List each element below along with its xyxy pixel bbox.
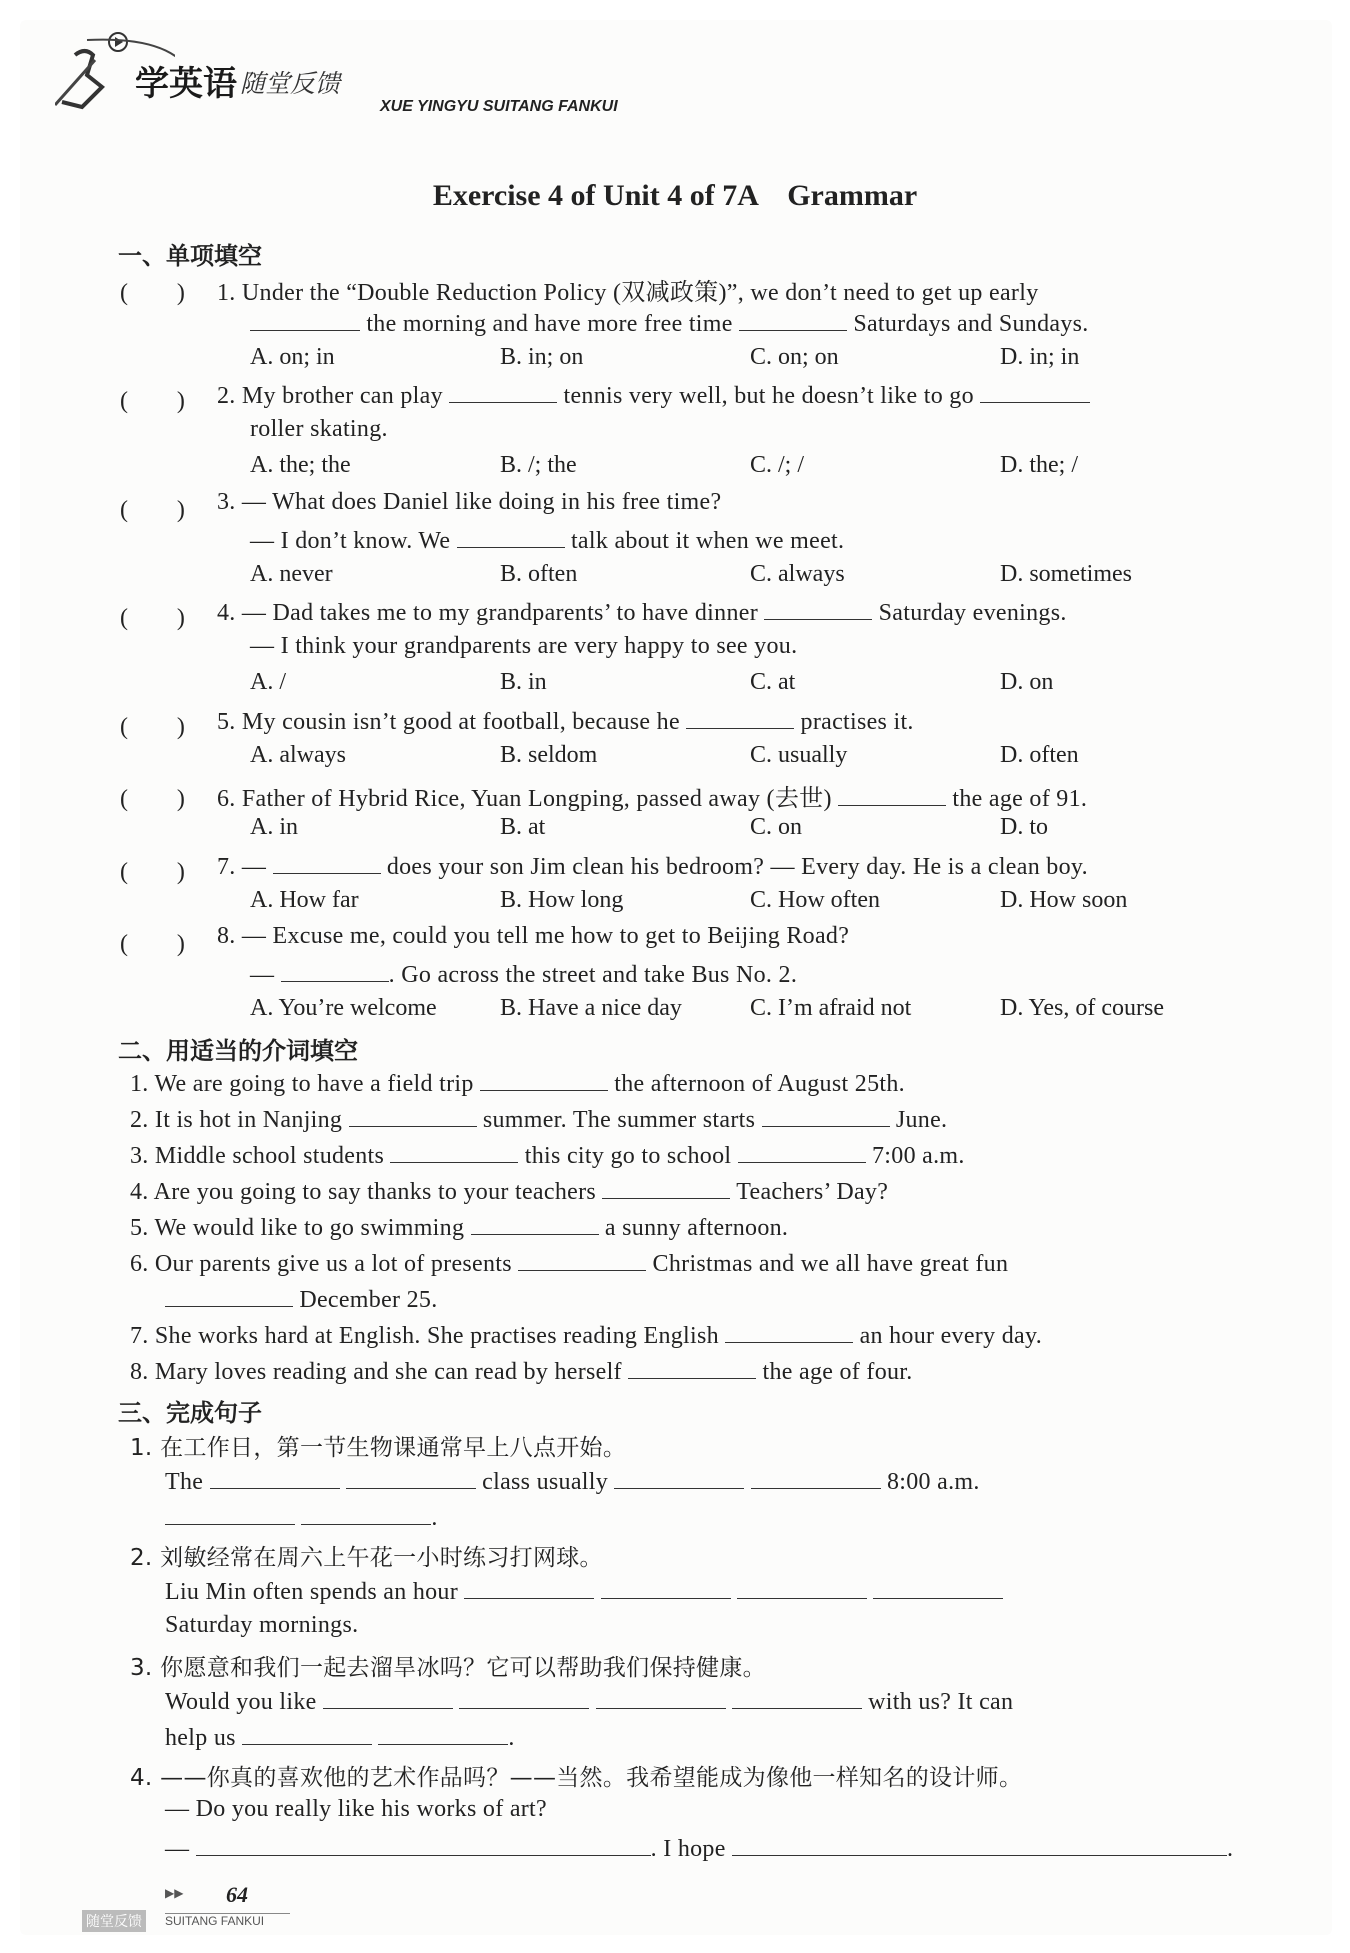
question-6: [217, 778, 1087, 813]
option-d[interactable]: D. Yes, of course: [1000, 995, 1164, 1021]
option-d[interactable]: D. How soon: [1000, 887, 1128, 913]
blank[interactable]: [449, 380, 557, 403]
q8-text: —: [250, 962, 275, 988]
blank[interactable]: [349, 1104, 477, 1127]
option-a[interactable]: A. never: [250, 561, 333, 587]
blank[interactable]: [281, 959, 389, 982]
blank[interactable]: [457, 525, 565, 548]
option-d[interactable]: D. often: [1000, 742, 1079, 768]
option-a[interactable]: A. /: [250, 669, 286, 695]
q1-text: the morning and have more free time: [366, 311, 733, 337]
sent-text: .: [508, 1725, 515, 1751]
q7-text: 7. —: [217, 854, 267, 880]
q2-text: 2. My brother can play: [217, 383, 443, 409]
blank[interactable]: [390, 1140, 518, 1163]
prep-text: December 25.: [299, 1287, 438, 1313]
q6-text: the age of 91.: [952, 786, 1088, 812]
sentence-1-chinese: 1. 在工作日，第一节生物课通常早上八点开始。: [130, 1435, 627, 1461]
sentence-3-chinese: 3. 你愿意和我们一起去溜旱冰吗？它可以帮助我们保持健康。: [130, 1655, 766, 1681]
q6-text: 6. Father of Hybrid Rice, Yuan Longping, passed away (去世): [217, 786, 832, 812]
option-b[interactable]: B. How long: [500, 887, 624, 913]
q3-text: talk about it when we meet.: [570, 528, 845, 554]
page-number: 64: [226, 1882, 248, 1907]
q8-text: . Go across the street and take Bus No. 2.: [388, 962, 798, 988]
sentence-1-english-line2: [165, 1502, 438, 1532]
option-a[interactable]: A. in: [250, 814, 298, 840]
sent-text: Liu Min often spends an hour: [165, 1579, 459, 1605]
section-heading-3: 三、完成句子: [118, 1399, 262, 1427]
prep-text: June.: [895, 1107, 948, 1133]
answer-paren: ( ): [120, 786, 186, 812]
prep-text: 7. She works hard at English. She practises reading English: [130, 1323, 719, 1349]
blank[interactable]: [732, 1686, 862, 1709]
option-d[interactable]: D. in; in: [1000, 344, 1080, 370]
option-b[interactable]: B. /; the: [500, 452, 577, 478]
sent-text: with us? It can: [868, 1689, 1014, 1715]
blank[interactable]: [762, 1104, 890, 1127]
sentence-3-english: [165, 1686, 1013, 1716]
option-c[interactable]: C. /; /: [750, 452, 805, 478]
section-heading-1: 一、单项填空: [118, 242, 262, 270]
prep-item-8: [130, 1356, 913, 1386]
answer-paren: ( ): [120, 497, 186, 523]
sent-text: —: [165, 1836, 190, 1862]
q4-text: 4. — Dad takes me to my grandparents’ to have dinner: [217, 600, 758, 626]
question-5: [217, 706, 914, 736]
question-8: 8. — Excuse me, could you tell me how to get to Beijing Road?: [217, 923, 850, 949]
blank[interactable]: [471, 1212, 599, 1235]
blank[interactable]: [751, 1466, 881, 1489]
prep-item-6: [130, 1248, 1008, 1278]
blank[interactable]: [196, 1833, 651, 1856]
answer-paren: ( ): [120, 605, 186, 631]
sentence-2-chinese: 2. 刘敏经常在周六上午花一小时练习打网球。: [130, 1545, 603, 1571]
question-3: 3. — What does Daniel like doing in his free time?: [217, 489, 722, 515]
blank[interactable]: [614, 1466, 744, 1489]
prep-text: Christmas and we all have great fun: [652, 1251, 1009, 1277]
sent-text: help us: [165, 1725, 236, 1751]
prep-text: Teachers’ Day?: [736, 1179, 889, 1205]
blank[interactable]: [980, 380, 1090, 403]
prep-text: 2. It is hot in Nanjing: [130, 1107, 343, 1133]
question-4-line2: — I think your grandparents are very happy to see you.: [250, 633, 798, 659]
sent-text: 8:00 a.m.: [886, 1469, 980, 1495]
option-b[interactable]: B. in; on: [500, 344, 584, 370]
blank[interactable]: [273, 851, 381, 874]
prep-text: an hour every day.: [859, 1323, 1042, 1349]
question-8-line2: [250, 959, 797, 989]
arrow-icon: ▶▶: [165, 1886, 184, 1900]
blank[interactable]: [165, 1502, 295, 1525]
option-a[interactable]: A. always: [250, 742, 346, 768]
option-c[interactable]: C. on: [750, 814, 803, 840]
answer-paren: ( ): [120, 388, 186, 414]
sent-text: class usually: [482, 1469, 609, 1495]
prep-item-1: [130, 1068, 905, 1098]
question-2-line2: roller skating.: [250, 416, 388, 442]
option-a[interactable]: A. on; in: [250, 344, 335, 370]
blank[interactable]: [346, 1466, 476, 1489]
question-3-line2: [250, 525, 844, 555]
prep-text: 7:00 a.m.: [872, 1143, 965, 1169]
exercise-title: Exercise 4 of Unit 4 of 7A Grammar: [432, 179, 918, 212]
option-c[interactable]: C. usually: [750, 742, 848, 768]
section-heading-2: 二、用适当的介词填空: [118, 1037, 358, 1065]
blank[interactable]: [838, 783, 946, 806]
sentence-4-english: — Do you really like his works of art?: [165, 1796, 547, 1822]
question-4: [217, 597, 1067, 627]
option-b[interactable]: B. seldom: [500, 742, 598, 768]
sentence-1-english: [165, 1466, 980, 1496]
prep-text: 5. We would like to go swimming: [130, 1215, 465, 1241]
blank[interactable]: [480, 1068, 608, 1091]
question-7: [217, 851, 1088, 881]
prep-text: 3. Middle school students: [130, 1143, 385, 1169]
option-c[interactable]: C. How often: [750, 887, 880, 913]
prep-text: the afternoon of August 25th.: [614, 1071, 905, 1097]
option-d[interactable]: D. the; /: [1000, 452, 1078, 478]
answer-paren: ( ): [120, 931, 186, 957]
prep-text: 8. Mary loves reading and she can read by herself: [130, 1359, 622, 1385]
answer-paren: ( ): [120, 280, 186, 306]
blank[interactable]: [378, 1722, 508, 1745]
prep-text: a sunny afternoon.: [604, 1215, 789, 1241]
option-d[interactable]: D. to: [1000, 814, 1048, 840]
option-c[interactable]: C. on; on: [750, 344, 839, 370]
answer-paren: ( ): [120, 859, 186, 885]
sent-text: The: [165, 1469, 204, 1495]
option-d[interactable]: D. sometimes: [1000, 561, 1132, 587]
blank[interactable]: [242, 1722, 372, 1745]
brand-english: XUE YINGYU SUITANG FANKUI: [380, 98, 618, 115]
blank[interactable]: [725, 1320, 853, 1343]
blank[interactable]: [738, 1140, 866, 1163]
q5-text: 5. My cousin isn’t good at football, because he: [217, 709, 680, 735]
blank[interactable]: [596, 1686, 726, 1709]
prep-text: 6. Our parents give us a lot of presents: [130, 1251, 512, 1277]
sentence-2-english: [165, 1576, 1003, 1606]
blank[interactable]: [301, 1502, 431, 1525]
blank[interactable]: [165, 1284, 293, 1307]
blank[interactable]: [601, 1576, 731, 1599]
prep-item-4: [130, 1176, 888, 1206]
option-c[interactable]: C. at: [750, 669, 796, 695]
option-d[interactable]: D. on: [1000, 669, 1054, 695]
answer-paren: ( ): [120, 714, 186, 740]
option-b[interactable]: B. at: [500, 814, 546, 840]
prep-item-7: [130, 1320, 1042, 1350]
option-a[interactable]: A. the; the: [250, 452, 351, 478]
prep-text: 1. We are going to have a field trip: [130, 1071, 474, 1097]
option-a[interactable]: A. How far: [250, 887, 359, 913]
sent-text: .: [1226, 1836, 1234, 1862]
sentence-4-chinese: 4. ——你真的喜欢他的艺术作品吗？——当然。我希望能成为像他一样知名的设计师。: [130, 1765, 1023, 1791]
blank[interactable]: [732, 1833, 1227, 1856]
blank[interactable]: [764, 597, 872, 620]
prep-item-5: [130, 1212, 788, 1242]
sent-text: .: [431, 1505, 438, 1531]
option-b[interactable]: B. often: [500, 561, 578, 587]
q1-text: Saturdays and Sundays.: [853, 311, 1089, 337]
prep-text: this city go to school: [524, 1143, 732, 1169]
blank[interactable]: [464, 1576, 594, 1599]
footer-tag: 随堂反馈: [82, 1910, 146, 1932]
footer-english: SUITANG FANKUI: [165, 1913, 290, 1928]
blank[interactable]: [739, 308, 847, 331]
prep-text: summer. The summer starts: [482, 1107, 756, 1133]
blank[interactable]: [737, 1576, 867, 1599]
prep-item-2: [130, 1104, 947, 1134]
blank[interactable]: [686, 706, 794, 729]
option-b[interactable]: B. Have a nice day: [500, 995, 682, 1021]
question-1: 1. Under the “Double Reduction Policy (双减政策)”, we don’t need to get up early: [217, 280, 1039, 306]
option-b[interactable]: B. in: [500, 669, 547, 695]
brand-subtitle: 随堂反馈: [240, 69, 341, 98]
prep-text: the age of four.: [762, 1359, 913, 1385]
blank[interactable]: [323, 1686, 453, 1709]
blank[interactable]: [210, 1466, 340, 1489]
blank[interactable]: [628, 1356, 756, 1379]
blank[interactable]: [459, 1686, 589, 1709]
option-c[interactable]: C. I’m afraid not: [750, 995, 912, 1021]
question-1-line2: [250, 308, 1089, 338]
option-c[interactable]: C. always: [750, 561, 845, 587]
question-2: [217, 380, 1090, 410]
prep-item-6-line2: [165, 1284, 438, 1314]
prep-item-3: [130, 1140, 965, 1170]
sentence-4-english-line2: [165, 1833, 1233, 1863]
blank[interactable]: [602, 1176, 730, 1199]
option-a[interactable]: A. You’re welcome: [250, 995, 437, 1021]
blank[interactable]: [518, 1248, 646, 1271]
header-logo: [55, 30, 675, 140]
q3-text: — I don’t know. We: [250, 528, 451, 554]
blank[interactable]: [873, 1576, 1003, 1599]
blank[interactable]: [250, 308, 360, 331]
sent-text: Would you like: [165, 1689, 317, 1715]
brand-title: 学英语: [135, 64, 237, 104]
sentence-2-english-line2: Saturday mornings.: [165, 1612, 359, 1638]
q4-text: Saturday evenings.: [878, 600, 1067, 626]
q7-text: does your son Jim clean his bedroom? — Every day. He is a clean boy.: [386, 854, 1088, 880]
q5-text: practises it.: [800, 709, 914, 735]
prep-text: 4. Are you going to say thanks to your teachers: [130, 1179, 597, 1205]
sentence-3-english-line2: [165, 1722, 515, 1752]
sent-text: . I hope: [650, 1836, 726, 1862]
q2-text: tennis very well, but he doesn’t like to go: [563, 383, 974, 409]
